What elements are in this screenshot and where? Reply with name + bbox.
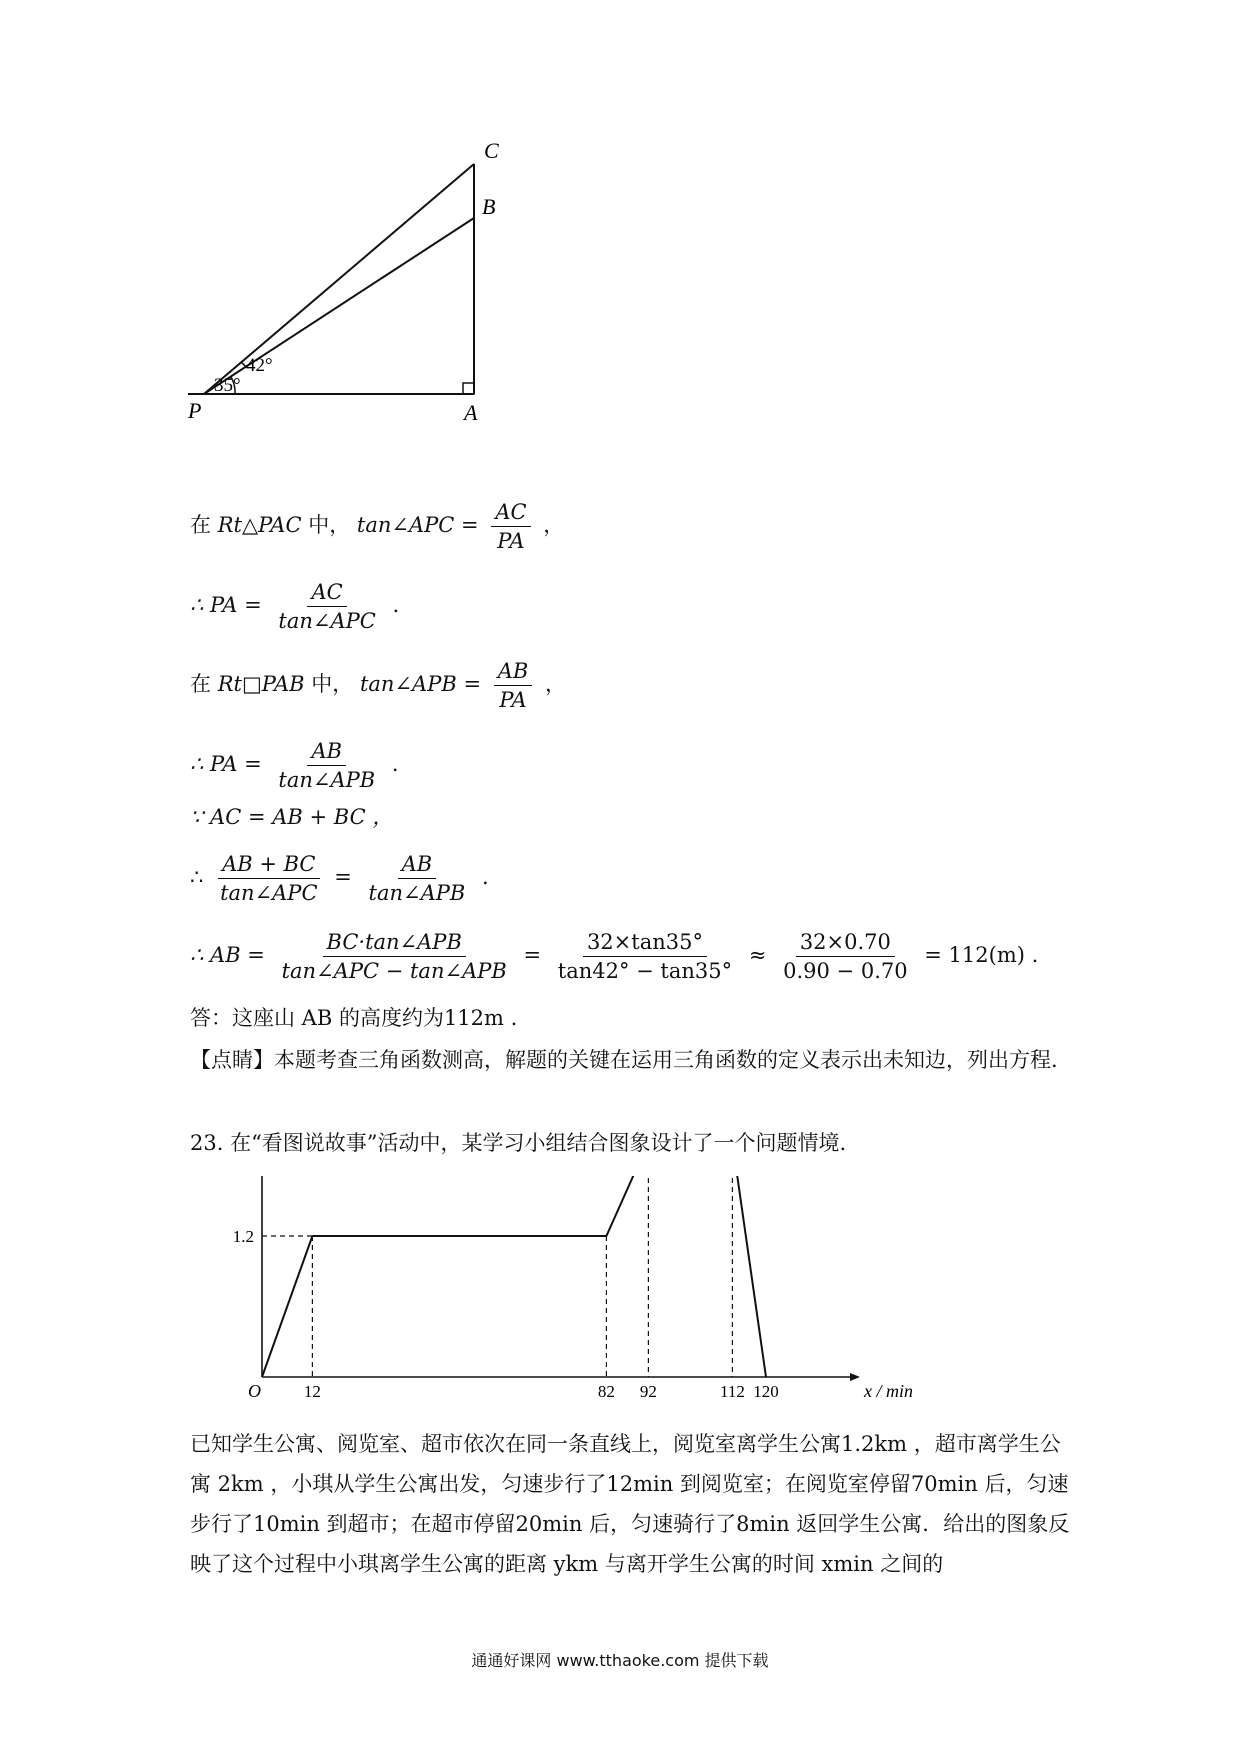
fraction — [491, 498, 530, 555]
fraction-denominator: tan∠APC − tan∠APB — [281, 959, 507, 983]
text-fragment: 中， — [311, 672, 354, 696]
solution-line-4 — [190, 737, 399, 794]
comment-paragraph: 【点睛】本题考查三角函数测高，解题的关键在运用三角函数的定义表示出未知边，列出方程. — [190, 1048, 1058, 1072]
math-fragment: tan∠APC = — [356, 513, 479, 537]
fraction-numerator: AC — [491, 498, 530, 527]
fraction — [779, 928, 911, 985]
x-tick-label: 92 — [639, 1382, 657, 1401]
fraction-numerator: AC — [307, 578, 346, 607]
line-pb — [204, 218, 474, 394]
triangle-figure — [180, 140, 500, 440]
math-fragment: tan∠APB = — [359, 672, 482, 696]
fraction — [274, 578, 379, 635]
math-fragment: ∴ PA = — [190, 593, 262, 617]
fraction-numerator: 32×tan35° — [583, 928, 707, 957]
text-fragment: ， — [545, 672, 567, 696]
fraction-denominator: tan∠APC — [278, 609, 376, 633]
solution-line-1 — [190, 498, 564, 555]
question-23-intro: 23. 在“看图说故事”活动中，某学习小组结合图象设计了一个问题情境. — [190, 1131, 847, 1155]
text-fragment: . — [1031, 943, 1039, 967]
text-fragment: ， — [543, 513, 565, 537]
fraction-denominator: PA — [499, 688, 527, 712]
fraction — [274, 737, 379, 794]
fraction-numerator: BC·tan∠APB — [323, 928, 466, 957]
fraction — [494, 657, 533, 714]
fraction-denominator: tan∠APB — [278, 768, 376, 792]
math-fragment: ∴ PA = — [190, 752, 262, 776]
solution-line-3 — [190, 657, 566, 714]
text-fragment: = — [523, 943, 542, 967]
vertex-label-b: B — [482, 194, 496, 219]
question-23-body: 已知学生公寓、阅览室、超市依次在同一条直线上，阅览室离学生公寓1.2km ，超市离学生公寓 2km ，小琪从学生公寓出发，匀速步行了12min 到阅览室；在阅览室停留70min 后，匀速步行了10min 到超市；在超市停留20min 后，匀速骑行了8min 返回学生公寓．给出的图象反映了这个过程中小琪离学生公寓的距离 ykm 与离开学生公寓的时间 xmin 之间的 — [190, 1432, 1070, 1576]
origin-label: O — [248, 1381, 261, 1401]
fraction-denominator: tan42° − tan35° — [557, 959, 733, 983]
fraction-numerator: AB + BC — [218, 850, 319, 879]
math-fragment: Rt□PAB — [217, 672, 305, 696]
text-fragment: ≈ — [748, 943, 767, 967]
vertex-label-p: P — [188, 398, 202, 423]
fraction-numerator: 32×0.70 — [796, 928, 895, 957]
x-tick-label: 112 — [719, 1382, 745, 1401]
solution-line-5: ∵ AC = AB + BC ， — [190, 805, 394, 829]
answer-line: 答：这座山 AB 的高度约为112m . — [190, 1006, 518, 1030]
fraction-denominator: PA — [497, 529, 525, 553]
text-fragment: 在 — [190, 513, 211, 537]
fraction-denominator: tan∠APC — [220, 881, 318, 905]
text-fragment: 中， — [308, 513, 351, 537]
x-tick-label: 12 — [303, 1382, 321, 1401]
fraction — [554, 928, 736, 985]
text-fragment: ∴ — [190, 865, 204, 889]
fraction-denominator: 0.90 − 0.70 — [783, 959, 908, 983]
x-axis-label: x / min — [864, 1381, 913, 1401]
solution-line-2 — [190, 578, 399, 635]
page-footer: 通通好课网 www.tthaoke.com 提供下载 — [471, 1651, 769, 1670]
fraction-numerator: AB — [307, 737, 346, 766]
right-angle-mark — [463, 383, 474, 394]
line-pc — [204, 164, 474, 394]
text-fragment: . — [392, 593, 400, 617]
math-fragment: Rt△PAC — [217, 513, 302, 537]
text-fragment: . — [482, 865, 489, 889]
fraction — [278, 928, 511, 985]
angle-label-35: 35° — [214, 375, 241, 396]
fraction-numerator: AB — [398, 850, 437, 879]
text-fragment: = — [334, 865, 352, 889]
distance-series-line — [262, 1176, 766, 1377]
text-fragment: = 112(m) — [924, 943, 1025, 967]
fraction — [365, 850, 470, 907]
text-fragment: 在 — [190, 672, 211, 696]
fraction-denominator: tan∠APB — [368, 881, 466, 905]
math-fragment: ∴ AB = — [190, 943, 265, 967]
x-tick-label: 120 — [753, 1382, 779, 1401]
vertex-label-c: C — [484, 140, 499, 163]
angle-label-42: 42° — [246, 355, 273, 376]
x-axis-arrow — [850, 1373, 860, 1381]
x-tick-label: 82 — [597, 1382, 615, 1401]
distance-time-chart — [190, 1176, 950, 1416]
vertex-label-a: A — [464, 400, 478, 425]
text-fragment: . — [391, 752, 399, 776]
solution-line-7 — [190, 928, 1038, 985]
fraction-numerator: AB — [494, 657, 533, 686]
y-tick-label: 1.2 — [232, 1227, 254, 1246]
fraction — [216, 850, 321, 907]
solution-line-6 — [190, 850, 489, 907]
